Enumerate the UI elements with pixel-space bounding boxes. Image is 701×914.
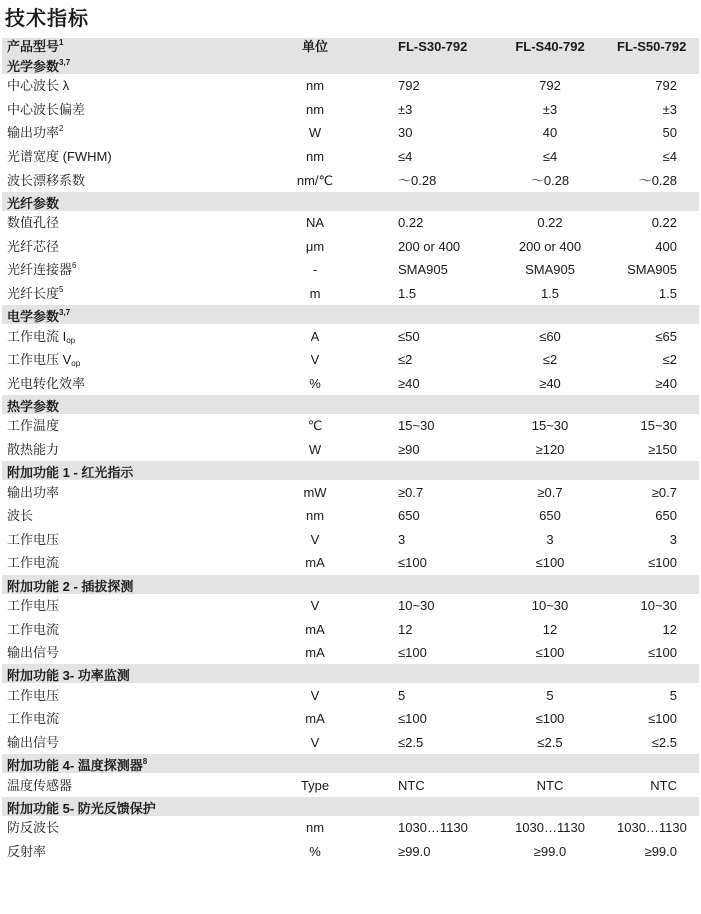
table-header-row [2,38,699,55]
value-model-3: ≤4 [662,149,677,165]
value-model-1: 12 [398,621,413,637]
param-label: 输出功率$^2$ [7,124,64,141]
param-unit: V [310,597,320,613]
value-model-3: 50 [662,125,677,141]
value-model-2: 200 or 400 [518,238,582,254]
value-model-1: ～0.28 [398,172,437,188]
header-product: 产品型号$^1$ [2,38,252,55]
param-label: 工作电流 [7,621,60,637]
value-model-2: 650 [539,508,561,524]
value-model-3: SMA905 [627,262,677,278]
value-model-3: 3 [669,531,677,547]
param-unit: ℃ [307,418,323,434]
param-unit: Type [300,777,330,793]
param-label: 工作电压 [7,687,60,703]
value-model-3: ≤100 [648,645,677,661]
param-unit: m [309,286,321,302]
value-model-3: 400 [655,238,677,254]
value-model-3: 5 [669,687,677,703]
table-row [2,641,699,665]
param-label: 防反波长 [7,820,60,836]
param-unit: nm [305,78,325,94]
table-row [2,282,699,306]
param-unit: W [308,125,322,141]
param-label: 工作电压 $V_{op}$ [7,352,81,369]
table-row [2,731,699,755]
param-label: 数值孔径 [7,215,60,231]
param-label: 工作电压 [7,597,60,613]
table-row [2,372,699,396]
param-unit: V [310,352,320,368]
value-model-2: NTC [536,777,564,793]
value-model-1: 0.22 [398,215,424,231]
value-model-1: 15~30 [398,418,435,434]
value-model-2: ≥99.0 [533,843,567,859]
section-title: 附加功能 2 - 插拔探测 [2,575,699,594]
value-model-1: 1030…1130 [398,820,468,836]
value-model-1: 3 [398,531,406,547]
param-unit: - [312,262,318,278]
section-title: 附加功能 1 - 红光指示 [2,461,699,480]
param-unit: mA [305,555,325,571]
value-model-1: ≤100 [398,555,427,571]
value-model-2: ≥120 [535,442,565,458]
param-label: 工作温度 [7,418,60,434]
header-model-2: FL-S40-792 [483,38,617,55]
value-model-3: ≤2 [662,352,677,368]
table-row [2,773,699,797]
value-model-2: 1030…1130 [515,820,585,836]
value-model-1: ≤2.5 [398,734,424,750]
value-model-1: 650 [398,508,420,524]
table-row [2,145,699,169]
table-row [2,235,699,259]
value-model-3: 1.5 [658,286,677,302]
param-label: 输出信号 [7,734,60,750]
value-model-3: 10~30 [640,597,677,613]
table-row [2,324,699,348]
param-unit: mA [305,645,325,661]
table-row [2,551,699,575]
value-model-3: ±3 [662,101,677,117]
value-model-1: ≤2 [398,352,413,368]
value-model-3: 15~30 [640,418,677,434]
value-model-2: ≥40 [539,375,561,391]
value-model-2: ～0.28 [530,172,570,188]
param-unit: NA [305,215,325,231]
value-model-1: ±3 [398,101,413,117]
value-model-2: 10~30 [531,597,569,613]
table-row [2,528,699,552]
param-unit: nm/℃ [296,172,334,188]
table-row [2,480,699,504]
value-model-3: ～0.28 [638,172,677,188]
param-unit: nm [305,101,325,117]
param-unit: mA [305,711,325,727]
table-row [2,617,699,641]
section-title: 光学参数$^{3,7}$ [2,55,699,74]
value-model-2: 12 [542,621,558,637]
value-model-3: ≥40 [655,375,677,391]
section-title: 电学参数$^{3,7}$ [2,305,699,324]
header-model-3: FL-S50-792 [617,38,699,55]
param-label: 中心波长偏差 [7,101,86,117]
value-model-2: ≥0.7 [537,484,563,500]
value-model-3: ≤100 [648,555,677,571]
value-model-1: 200 or 400 [398,238,461,254]
value-model-3: ≤100 [648,711,677,727]
param-label: 反射率 [7,843,47,859]
value-model-1: ≥40 [398,375,420,391]
value-model-2: ±3 [542,101,558,117]
page-title: 技术指标 [5,8,89,30]
table-row [2,211,699,235]
param-unit: % [309,843,321,859]
value-model-2: ≤2.5 [537,734,563,750]
value-model-1: ≤100 [398,645,427,661]
value-model-2: 15~30 [531,418,569,434]
param-label: 输出功率 [7,484,60,500]
value-model-1: 792 [398,78,420,94]
param-label: 光谱宽度 (FWHM) [7,149,112,165]
section-header-electrical [2,305,699,324]
value-model-3: ≤65 [655,328,677,344]
value-model-2: ≤60 [539,328,561,344]
param-label: 光纤连接器$^6$ [7,261,77,278]
table-row [2,168,699,192]
table-row [2,683,699,707]
value-model-1: ≥90 [398,442,420,458]
table-row [2,816,699,840]
section-header-addon4 [2,754,699,773]
value-model-1: NTC [398,777,425,793]
table-row [2,414,699,438]
section-header-addon3 [2,664,699,683]
param-label: 散热能力 [7,442,60,458]
value-model-1: ≥99.0 [398,843,431,859]
header-unit: 单位 [252,38,378,55]
param-unit: mW [303,484,327,500]
value-model-2: ≤4 [542,149,558,165]
value-model-3: ≥0.7 [651,484,677,500]
table-row [2,348,699,372]
param-unit: V [310,687,320,703]
param-unit: A [310,328,320,344]
value-model-3: ≥99.0 [644,843,677,859]
table-row [2,98,699,122]
section-title: 附加功能 5- 防光反馈保护 [2,797,699,816]
param-unit: μm [305,238,325,254]
param-label: 光纤长度$^5$ [7,285,64,302]
table-row [2,504,699,528]
param-label: 光电转化效率 [7,375,86,391]
value-model-3: NTC [650,777,677,793]
value-model-3: 650 [655,508,677,524]
section-title: 热学参数 [2,395,699,414]
value-model-3: ≤2.5 [651,734,677,750]
value-model-2: ≤100 [535,711,565,727]
value-model-1: 10~30 [398,597,435,613]
param-label: 波长漂移系数 [7,172,86,188]
value-model-1: ≥0.7 [398,484,424,500]
param-unit: V [310,734,320,750]
section-title: 光纤参数 [2,192,699,211]
param-label: 工作电流 [7,711,60,727]
param-label: 工作电流 [7,555,60,571]
param-unit: W [308,442,322,458]
param-unit: nm [305,508,325,524]
value-model-1: ≤50 [398,328,420,344]
section-header-addon5 [2,797,699,816]
value-model-3: 0.22 [651,215,677,231]
value-model-2: 792 [539,78,561,94]
value-model-1: 30 [398,125,413,141]
section-header-fiber [2,192,699,211]
param-unit: mA [305,621,325,637]
value-model-1: 5 [398,687,406,703]
table-row [2,74,699,98]
value-model-2: 0.22 [537,215,563,231]
value-model-1: ≤100 [398,711,427,727]
table-row [2,594,699,618]
value-model-1: SMA905 [398,262,448,278]
value-model-2: 40 [542,125,558,141]
value-model-3: 12 [662,621,677,637]
param-label: 工作电流 $I_{op}$ [7,328,76,345]
param-unit: nm [305,820,325,836]
table-row [2,258,699,282]
value-model-2: ≤100 [535,645,565,661]
param-unit: nm [305,149,325,165]
param-label: 输出信号 [7,645,60,661]
spec-table [2,38,699,863]
value-model-2: ≤100 [535,555,565,571]
section-title: 附加功能 3- 功率监测 [2,664,699,683]
value-model-2: 1.5 [540,286,560,302]
param-label: 光纤芯径 [7,238,60,254]
section-header-addon2 [2,575,699,594]
value-model-3: 1030…1130 [617,820,687,836]
value-model-2: 5 [546,687,554,703]
value-model-3: ≥150 [648,442,677,458]
table-row [2,707,699,731]
table-row [2,438,699,462]
param-label: 工作电压 [7,531,60,547]
value-model-2: 3 [546,531,554,547]
section-header-thermal [2,395,699,414]
param-unit: % [309,375,321,391]
value-model-2: ≤2 [542,352,558,368]
table-row [2,839,699,863]
table-row [2,121,699,145]
value-model-1: ≤4 [398,149,413,165]
value-model-3: 792 [655,78,677,94]
section-header-optical [2,55,699,74]
param-label: 波长 [7,508,34,524]
section-title: 附加功能 4- 温度探测器$^8$ [2,754,699,773]
header-model-1: FL-S30-792 [378,38,483,55]
param-label: 温度传感器 [7,777,73,793]
value-model-2: SMA905 [525,262,575,278]
section-header-addon1 [2,461,699,480]
param-unit: V [310,531,320,547]
param-label: 中心波长 λ [7,78,70,94]
value-model-1: 1.5 [398,286,417,302]
